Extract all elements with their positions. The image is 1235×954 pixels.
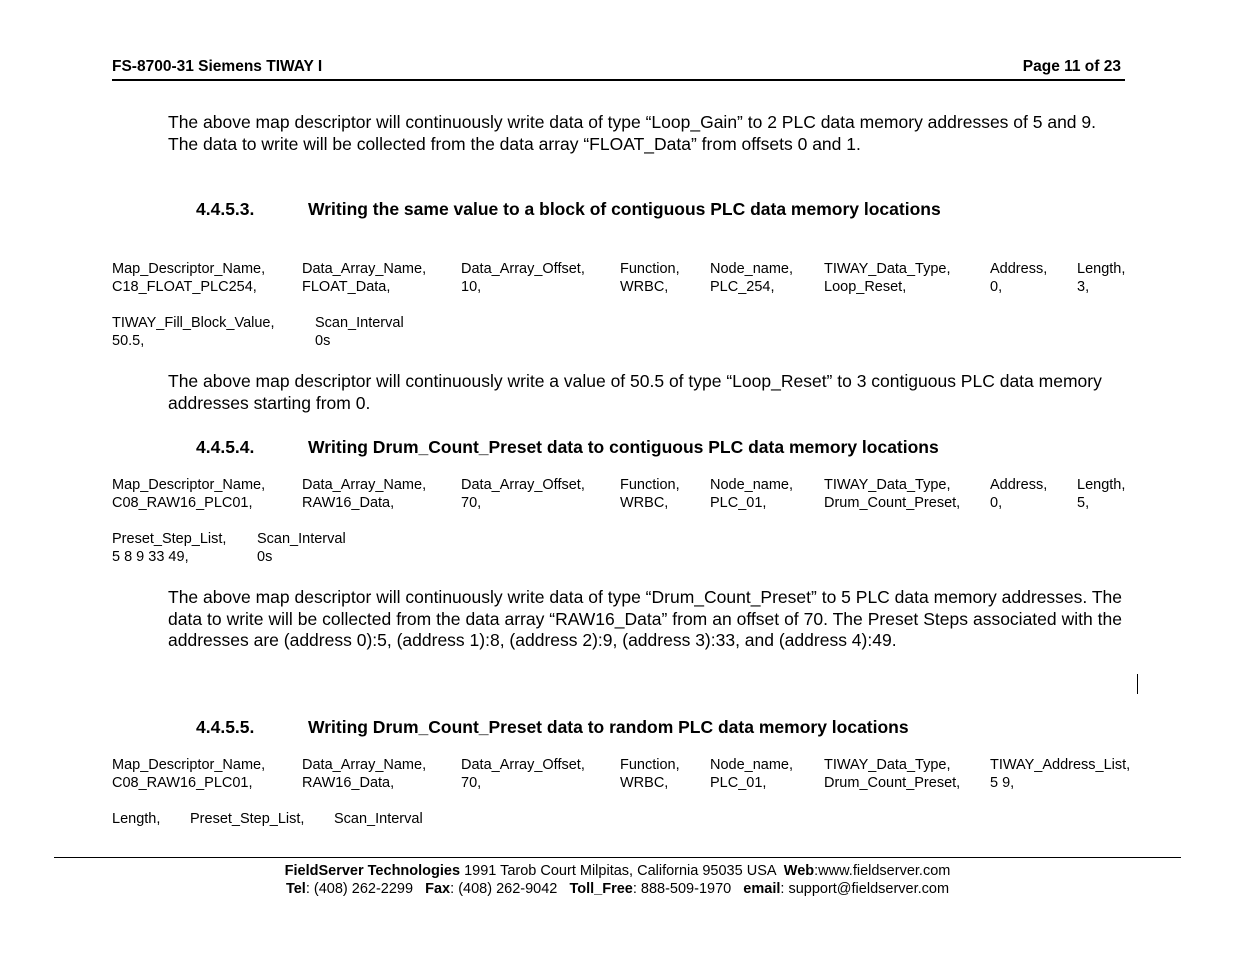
- document-title: FS-8700-31 Siemens TIWAY I: [112, 58, 323, 75]
- intro-paragraph: The above map descriptor will continuously write data of type “Loop_Gain” to 2 PLC data memory addresses of 5 and 9. The data to write will be collected from the data array “FLOAT_Data” from offsets 0 and 1.: [168, 112, 1096, 154]
- table-value-cell: RAW16_Data,: [302, 775, 395, 791]
- table-value-cell: PLC_01,: [710, 775, 767, 791]
- table-value-cell: Loop_Reset,: [824, 279, 907, 295]
- table-header-cell: Length,: [112, 811, 161, 827]
- footer-fax-label: Fax: [425, 881, 451, 897]
- table-value-cell: WRBC,: [620, 775, 669, 791]
- table-value-cell: PLC_254,: [710, 279, 775, 295]
- section-number: 4.4.5.3.: [196, 199, 255, 219]
- table-value-cell: C18_FLOAT_PLC254,: [112, 279, 257, 295]
- footer-tel-value: : (408) 262-2299: [305, 881, 426, 897]
- table-value-cell: 70,: [461, 775, 482, 791]
- footer-company: FieldServer Technologies: [284, 863, 461, 879]
- footer-line-1: [0, 862, 1235, 880]
- section-number: 4.4.5.5.: [196, 717, 255, 737]
- table-value-cell: 3,: [1077, 279, 1090, 295]
- table-header-cell: Data_Array_Name,: [302, 261, 427, 277]
- table-header-cell: Scan_Interval: [315, 315, 404, 331]
- footer-email-label: email: [743, 881, 781, 897]
- table-value-cell: 0s: [257, 549, 273, 565]
- footer-fax-value: : (408) 262-9042: [450, 881, 570, 897]
- footer-line-2: [0, 880, 1235, 898]
- table-value-cell: 0,: [990, 495, 1003, 511]
- section-title: Writing Drum_Count_Preset data to contiguous PLC data memory locations: [308, 437, 939, 457]
- footer-address: 1991 Tarob Court Milpitas, California 95035 USA: [460, 863, 784, 879]
- table-header-cell: Map_Descriptor_Name,: [112, 261, 266, 277]
- table-value-cell: 5,: [1077, 495, 1090, 511]
- table-value-cell: WRBC,: [620, 495, 669, 511]
- header-divider: [112, 79, 1125, 81]
- table-header-cell: Address,: [990, 477, 1048, 493]
- table-header-cell: Preset_Step_List,: [112, 531, 227, 547]
- table-value-cell: FLOAT_Data,: [302, 279, 391, 295]
- table-header-cell: Function,: [620, 261, 680, 277]
- table-header-cell: Data_Array_Name,: [302, 757, 427, 773]
- table-value-cell: RAW16_Data,: [302, 495, 395, 511]
- text-cursor: [1137, 674, 1138, 694]
- table-header-cell: TIWAY_Data_Type,: [824, 757, 951, 773]
- footer-divider: [54, 857, 1181, 858]
- table-value-cell: 0,: [990, 279, 1003, 295]
- table-header-cell: Data_Array_Offset,: [461, 477, 585, 493]
- table-value-cell: PLC_01,: [710, 495, 767, 511]
- table-value-cell: Drum_Count_Preset,: [824, 775, 961, 791]
- table-header-cell: Address,: [990, 261, 1048, 277]
- table-value-cell: C08_RAW16_PLC01,: [112, 775, 253, 791]
- footer-web-link[interactable]: :www.fieldserver.com: [814, 863, 951, 879]
- footer-email-link[interactable]: : support@fieldserver.com: [780, 881, 950, 897]
- section-paragraph: The above map descriptor will continuously write data of type “Drum_Count_Preset” to 5 PLC data memory addresses. The data to write will be collected from the data array “RAW16_Data” from an offset of 70. The Preset Steps associated with the addresses are (address 0):5, (address 1):8, (address 2):9, (address 3):33, and (address 4):49.: [168, 587, 1122, 650]
- table-value-cell: 5 8 9 33 49,: [112, 549, 189, 565]
- table-value-cell: 5 9,: [990, 775, 1015, 791]
- table-value-cell: 70,: [461, 495, 482, 511]
- table-header-cell: Data_Array_Name,: [302, 477, 427, 493]
- section-number: 4.4.5.4.: [196, 437, 255, 457]
- table-header-cell: Map_Descriptor_Name,: [112, 477, 266, 493]
- page-number: Page 11 of 23: [1022, 58, 1121, 75]
- footer-tel-label: Tel: [285, 881, 306, 897]
- table-value-cell: Drum_Count_Preset,: [824, 495, 961, 511]
- table-header-cell: Function,: [620, 757, 680, 773]
- section-title: Writing the same value to a block of contiguous PLC data memory locations: [308, 199, 941, 219]
- table-value-cell: 0s: [315, 333, 331, 349]
- table-value-cell: 50.5,: [112, 333, 145, 349]
- table-header-cell: Map_Descriptor_Name,: [112, 757, 266, 773]
- table-header-cell: Scan_Interval: [257, 531, 346, 547]
- table-header-cell: Length,: [1077, 477, 1126, 493]
- table-header-cell: Preset_Step_List,: [190, 811, 305, 827]
- table-value-cell: C08_RAW16_PLC01,: [112, 495, 253, 511]
- footer-tollfree-label: Toll_Free: [569, 881, 633, 897]
- table-value-cell: 10,: [461, 279, 482, 295]
- table-header-cell: TIWAY_Fill_Block_Value,: [112, 315, 275, 331]
- table-header-cell: Scan_Interval: [334, 811, 423, 827]
- table-header-cell: Node_name,: [710, 261, 794, 277]
- section-title: Writing Drum_Count_Preset data to random PLC data memory locations: [308, 717, 909, 737]
- footer-web-label: Web: [783, 863, 815, 879]
- section-paragraph: The above map descriptor will continuously write a value of 50.5 of type “Loop_Reset” to 3 contiguous PLC data memory addresses starting from 0.: [168, 371, 1102, 413]
- table-header-cell: TIWAY_Address_List,: [990, 757, 1131, 773]
- table-header-cell: Node_name,: [710, 757, 794, 773]
- table-header-cell: Data_Array_Offset,: [461, 261, 585, 277]
- table-header-cell: Function,: [620, 477, 680, 493]
- footer-tollfree-value: : 888-509-1970: [632, 881, 744, 897]
- table-value-cell: WRBC,: [620, 279, 669, 295]
- table-header-cell: TIWAY_Data_Type,: [824, 477, 951, 493]
- table-header-cell: Data_Array_Offset,: [461, 757, 585, 773]
- table-header-cell: Length,: [1077, 261, 1126, 277]
- table-header-cell: TIWAY_Data_Type,: [824, 261, 951, 277]
- table-header-cell: Node_name,: [710, 477, 794, 493]
